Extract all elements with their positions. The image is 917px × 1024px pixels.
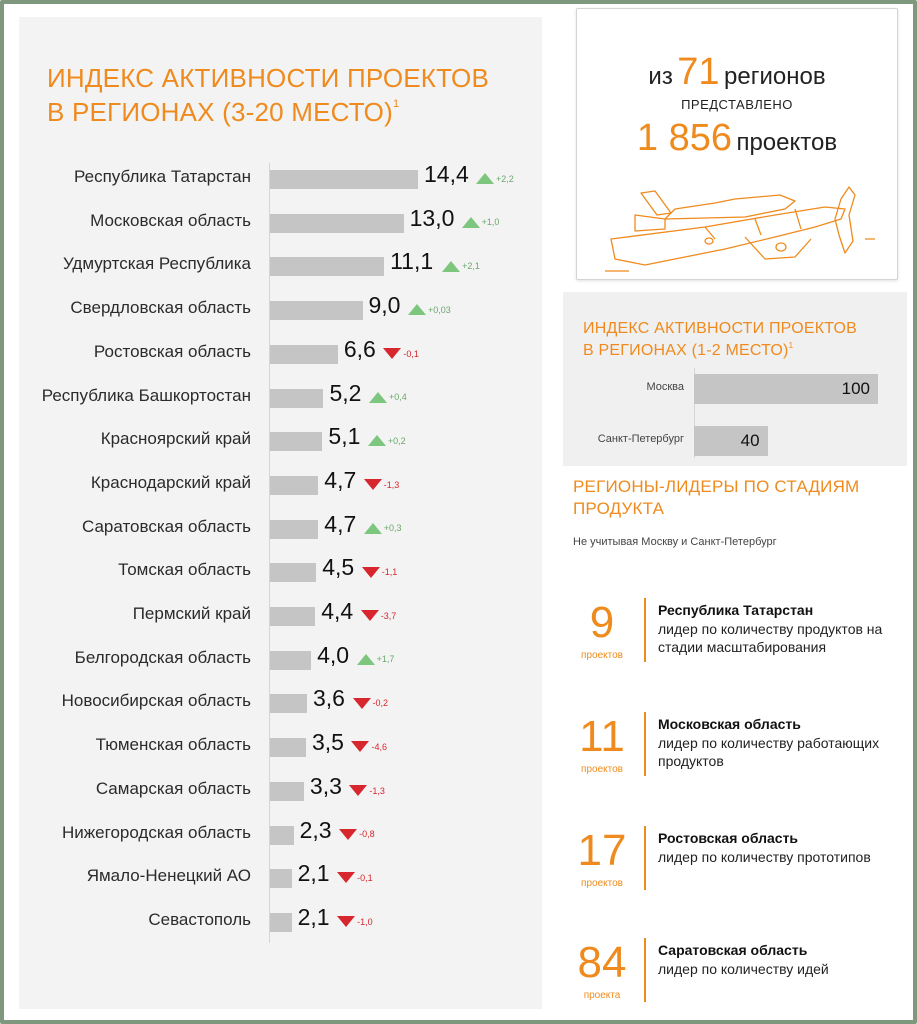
leader-region: Московская область [658, 716, 801, 732]
bar-category-label: Томская область [118, 560, 251, 580]
leader-description: лидер по количеству работающих продуктов [658, 735, 880, 769]
bar-change-indicator [353, 694, 389, 712]
bar-category-label: Московская область [90, 210, 251, 230]
bar-change-label: -1,3 [383, 479, 400, 490]
leader-divider [644, 938, 646, 1002]
drone-plane-icon [605, 179, 875, 279]
top2-title-line1: ИНДЕКС АКТИВНОСТИ ПРОЕКТОВ [583, 320, 858, 337]
bar-row [19, 900, 542, 944]
leader-item [563, 712, 913, 792]
bar-change-label: -1,1 [381, 567, 398, 578]
bar [270, 214, 404, 233]
leader-item [563, 826, 913, 906]
summary-regions-count: 71 [677, 51, 720, 93]
bar-change-label: +0,3 [383, 523, 402, 534]
leader-description: лидер по количеству идей [658, 961, 829, 977]
bar-change-label: +1,0 [481, 217, 500, 228]
triangle-down-icon [362, 567, 380, 578]
bar-category-label: Свердловская область [70, 298, 251, 318]
top2-title-line2: В РЕГИОНАХ (1-2 МЕСТО) [583, 342, 789, 359]
bar-change-indicator [368, 432, 406, 450]
bar [270, 826, 294, 845]
bar-value-label: 3,3 [309, 772, 342, 799]
summary-presented-label: ПРЕДСТАВЛЕНО [681, 97, 793, 112]
summary-projects-count: 1 856 [636, 117, 732, 159]
leaders-title-line1: РЕГИОНЫ-ЛИДЕРЫ ПО СТАДИЯМ [573, 477, 860, 496]
top2-index-panel [563, 292, 907, 466]
bar-category-label: Красноярский край [100, 429, 251, 449]
leader-divider [644, 598, 646, 662]
leader-unit: проектов [581, 650, 623, 661]
leader-region: Республика Татарстан [658, 602, 814, 618]
bar-category-label: Саратовская область [82, 516, 251, 536]
bar-row [19, 419, 542, 463]
top2-footnote-mark: 1 [788, 341, 794, 350]
leader-divider [644, 712, 646, 776]
bar-change-indicator [364, 520, 402, 538]
bar-change-indicator [357, 651, 395, 669]
bar-value-label: 2,1 [297, 903, 330, 930]
main-chart-title-line1: ИНДЕКС АКТИВНОСТИ ПРОЕКТОВ [47, 63, 490, 93]
leader-description: лидер по количеству продуктов на стадии масштабирования [658, 621, 883, 655]
bar-row [19, 463, 542, 507]
bar-value-label: 4,7 [324, 510, 357, 537]
triangle-down-icon [361, 610, 379, 621]
triangle-down-icon [353, 698, 371, 709]
bar [270, 520, 318, 539]
bar-row [19, 244, 542, 288]
bar-change-indicator [351, 738, 387, 756]
bar-change-indicator [462, 214, 500, 232]
triangle-down-icon [351, 741, 369, 752]
triangle-down-icon [349, 785, 367, 796]
bar-change-label: +2,1 [462, 261, 480, 272]
bar [270, 476, 318, 495]
bar-row [19, 594, 542, 638]
bar-row [19, 681, 542, 725]
triangle-up-icon [357, 654, 375, 665]
bar-value-label: 11,1 [390, 248, 434, 275]
bar-value-label: 2,1 [297, 860, 330, 887]
top2-chart-title [583, 318, 903, 362]
leader-item [563, 938, 913, 1018]
bar-category-label: Пермский край [132, 604, 251, 623]
bar [270, 782, 304, 801]
bar-value-label: 4,0 [317, 641, 350, 668]
bar-value-label: 3,6 [313, 685, 345, 712]
bar-value-label: 4,4 [321, 598, 354, 624]
triangle-up-icon [368, 435, 386, 446]
bar-value-label: 4,5 [322, 554, 355, 581]
bar-change-label: -0,1 [403, 348, 419, 359]
bar-row [19, 856, 542, 900]
triangle-up-icon [442, 261, 460, 272]
summary-regions-word: регионов [724, 63, 826, 90]
bar [270, 345, 338, 364]
triangle-up-icon [369, 392, 387, 403]
bar [270, 607, 315, 626]
triangle-down-icon [364, 479, 382, 490]
bar [270, 389, 323, 408]
bar-value-label: 3,5 [311, 729, 344, 756]
leader-unit: проектов [581, 764, 623, 775]
bar-category-label: Республика Татарстан [74, 167, 251, 186]
top2-value-label: 40 [740, 431, 760, 450]
bar-change-indicator [364, 476, 400, 494]
top2-category-label: Москва [646, 381, 684, 393]
leader-count: 11 [579, 712, 625, 761]
leaders-title-line2: ПРОДУКТА [573, 499, 665, 518]
leader-count: 9 [589, 598, 615, 647]
bar-row [19, 813, 542, 857]
bar-category-label: Севастополь [148, 909, 251, 929]
bar-change-label: +1,7 [376, 654, 395, 665]
triangle-up-icon [364, 523, 382, 534]
bar-change-label: -3,7 [380, 610, 397, 621]
top2-bar-row [563, 372, 907, 404]
bar-row [19, 725, 542, 769]
triangle-down-icon [383, 348, 401, 359]
leader-item [563, 598, 913, 678]
leader-region: Ростовская область [658, 830, 799, 846]
bar-change-label: +0,4 [388, 392, 407, 403]
top2-bar-row [563, 424, 907, 456]
bar-category-label: Новосибирская область [61, 691, 251, 711]
bar-category-label: Ростовская область [93, 341, 251, 361]
leaders-subtitle: Не учитывая Москву и Санкт-Петербург [573, 536, 777, 548]
bar-change-label: +0,03 [428, 304, 451, 315]
bar [270, 257, 384, 276]
regional-index-panel [19, 17, 542, 1009]
leader-unit: проектов [581, 878, 623, 889]
bar-row [19, 550, 542, 594]
bar-value-label: 14,4 [424, 161, 469, 187]
bar-change-indicator [476, 170, 514, 188]
main-chart-footnote-mark: 1 [392, 98, 400, 110]
bar-change-indicator [408, 301, 451, 319]
bar [270, 694, 307, 713]
bar-change-indicator [337, 913, 373, 931]
summary-regions-line [577, 51, 897, 94]
bar-category-label: Ямало-Ненецкий АО [86, 866, 251, 886]
leader-count: 84 [577, 938, 627, 987]
bar-row [19, 376, 542, 420]
leaders-title [573, 476, 913, 520]
bar-row [19, 288, 542, 332]
bar [270, 738, 306, 757]
bar-change-indicator [361, 607, 397, 625]
bar [270, 913, 292, 932]
bar-row [19, 201, 542, 245]
leader-region: Саратовская область [658, 942, 808, 958]
summary-card [576, 8, 898, 280]
bar [270, 651, 311, 670]
bar-row [19, 157, 542, 201]
bar [270, 301, 363, 320]
bar-row [19, 507, 542, 551]
bar-change-label: -0,1 [357, 872, 373, 883]
bar [270, 432, 322, 451]
bar-category-label: Нижегородская область [62, 822, 251, 842]
top2-category-label: Санкт-Петербург [597, 433, 684, 445]
leader-description: лидер по количеству прототипов [658, 849, 871, 865]
main-chart-title [47, 61, 527, 129]
triangle-up-icon [408, 304, 426, 315]
bar-row [19, 638, 542, 682]
bar-change-indicator [349, 782, 385, 800]
top2-value-label: 100 [841, 379, 870, 398]
bar-change-indicator [339, 826, 375, 844]
bar [270, 170, 418, 189]
bar-value-label: 5,1 [328, 423, 361, 450]
bar-change-label: -0,2 [372, 698, 389, 709]
triangle-up-icon [476, 173, 494, 184]
bar-row [19, 769, 542, 813]
leader-unit: проекта [583, 990, 621, 1001]
main-chart-title-line2: В РЕГИОНАХ (3-20 МЕСТО) [47, 97, 393, 127]
bar-change-label: -4,6 [371, 741, 387, 752]
bar-category-label: Республика Башкортостан [41, 385, 251, 405]
bar-row [19, 332, 542, 376]
bar-change-label: +0,2 [387, 435, 406, 446]
bar-change-label: -0,8 [359, 829, 375, 840]
bar-category-label: Краснодарский край [90, 472, 251, 492]
bar-change-indicator [442, 257, 480, 275]
triangle-up-icon [462, 217, 480, 228]
bar-value-label: 4,7 [324, 466, 357, 493]
bar-category-label: Удмуртская Республика [62, 254, 251, 274]
bar-change-label: -1,0 [357, 916, 373, 927]
bar-change-indicator [369, 389, 407, 407]
bar-value-label: 2,3 [299, 816, 332, 843]
bar-category-label: Самарская область [95, 778, 251, 798]
triangle-down-icon [337, 872, 355, 883]
bar-change-indicator [362, 563, 398, 581]
bar-change-indicator [337, 869, 373, 887]
summary-prefix: из [648, 63, 673, 90]
bar-change-indicator [383, 345, 419, 363]
bar [270, 563, 316, 582]
summary-projects-line [577, 117, 897, 160]
bar-category-label: Белгородская область [74, 647, 251, 667]
bar-change-label: -1,3 [369, 785, 385, 796]
bar-value-label: 9,0 [368, 292, 401, 319]
bar-value-label: 5,2 [329, 379, 362, 406]
bar [270, 869, 292, 888]
leader-divider [644, 826, 646, 890]
triangle-down-icon [339, 829, 357, 840]
leader-count: 17 [577, 826, 627, 875]
bar-value-label: 6,6 [343, 335, 376, 362]
bar-change-label: +2,2 [496, 173, 514, 184]
bar-category-label: Тюменская область [95, 735, 251, 755]
triangle-down-icon [337, 916, 355, 927]
bar-value-label: 13,0 [409, 204, 455, 231]
summary-projects-word: проектов [736, 129, 838, 156]
